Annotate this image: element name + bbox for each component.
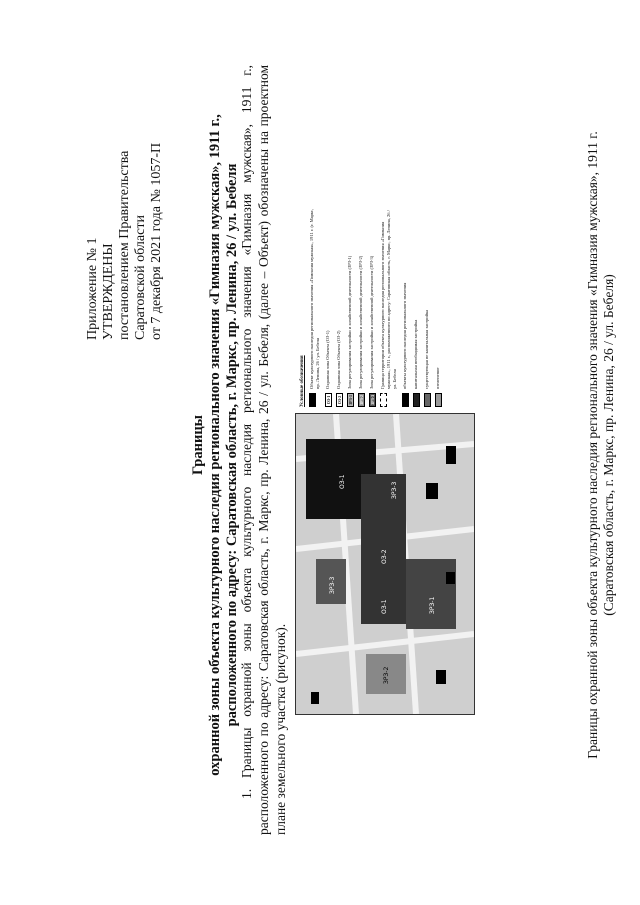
site-plan-map bbox=[295, 413, 475, 715]
legend-text: Охранная зона Объекта (ОЗ-2) bbox=[336, 330, 341, 389]
legend-item bbox=[413, 207, 420, 407]
title-line-1: Границы bbox=[190, 415, 206, 476]
legend-swatch: ЗРЗ-1 bbox=[348, 394, 353, 406]
approved-by-line1: постановлением Правительства bbox=[117, 150, 132, 340]
map-drawing bbox=[296, 414, 474, 714]
approval-date: от 7 декабря 2021 года № 1057-П bbox=[149, 142, 164, 340]
legend-text: Зона регулирования застройки и хозяйственной деятельности (ЗРЗ-3) bbox=[369, 255, 374, 389]
map-label-oz2: ОЗ-2 bbox=[381, 549, 388, 564]
legend-swatch: ОЗ-1 bbox=[325, 393, 332, 407]
legend-swatch: ЗРЗ-2 bbox=[359, 394, 364, 406]
legend-swatch: ОЗ-2 bbox=[336, 393, 343, 407]
legend-text: Зона регулирования застройки и хозяйственной деятельности (ЗРЗ-1) bbox=[347, 255, 352, 389]
title-line-3: расположенного по адресу: Саратовская область, г. Маркс, пр. Ленина, 26 / ул. Бебеля bbox=[224, 163, 240, 727]
approved-label: УТВЕРЖДЕНЫ bbox=[101, 243, 116, 340]
map-label-zrz3-b: ЗРЗ-3 bbox=[391, 481, 398, 499]
legend-item bbox=[325, 207, 332, 407]
paragraph-text: 1. Границы охранной зоны объекта культурного наследия регионального значения «Гимназия мужская», 1911 г., расположенного по адресу: Саратовская область, г. Маркс, пр. Ленина, 26 / ул. Бебеля, (далее – Объект) обозначены на проектном плане земельного участка (рисунок). bbox=[239, 65, 288, 835]
legend-item bbox=[424, 207, 431, 407]
legend-item bbox=[336, 207, 343, 407]
legend-title: Условные обозначения bbox=[300, 355, 305, 407]
map-label-oz1-a: ОЗ-1 bbox=[339, 474, 346, 489]
legend-swatch bbox=[435, 393, 442, 407]
legend-item bbox=[309, 207, 321, 407]
legend-swatch: ЗРЗ-3 bbox=[370, 394, 375, 406]
legend-swatch bbox=[424, 393, 431, 407]
map-label-zrz3-a: ЗРЗ-3 bbox=[329, 576, 336, 594]
legend-text: Зона регулирования застройки и хозяйственной деятельности (ЗРЗ-2) bbox=[358, 255, 363, 389]
legend-swatch bbox=[380, 393, 387, 407]
legend-item bbox=[435, 207, 442, 407]
legend-item bbox=[369, 207, 376, 407]
legend-item bbox=[347, 207, 354, 407]
legend-text: Охранная зона Объекта (ОЗ-1) bbox=[325, 330, 330, 389]
legend-text: существующая не капитальная застройка bbox=[424, 309, 429, 389]
legend-text: озеленение bbox=[435, 367, 440, 389]
approval-header bbox=[85, 40, 165, 340]
caption-line-1: Границы охранной зоны объекта культурного наследия регионального значения «Гимназия мужская», 1911 г. bbox=[585, 131, 600, 759]
legend-text: капитальная необходимая застройка bbox=[413, 319, 418, 389]
legend-text: Граница территории объекта культурного наследия регионального значения «Гимназия мужская», 1911 г., расположенного по адресу: Саратовская область, г. Маркс, пр. Ленина, 26 / ул. Бебеля bbox=[380, 210, 397, 389]
title-line-2: охранной зоны объекта культурного наследия регионального значения «Гимназия мужская», 1911 г., bbox=[207, 114, 223, 776]
body-paragraph bbox=[238, 65, 289, 835]
caption-line-2: (Саратовская область, г. Маркс, пр. Ленина, 26 / ул. Бебеля) bbox=[601, 274, 616, 616]
figure-caption bbox=[585, 65, 617, 825]
appendix-number: Приложение № 1 bbox=[85, 237, 100, 340]
approved-by-line2: Саратовской области bbox=[133, 215, 148, 340]
legend-item bbox=[380, 207, 398, 407]
map-label-oz1-b: ОЗ-1 bbox=[381, 599, 388, 614]
legend-swatch bbox=[309, 393, 316, 407]
legend-swatch bbox=[402, 393, 409, 407]
map-legend bbox=[300, 207, 446, 407]
map-label-zrz2: ЗРЗ-2 bbox=[383, 666, 390, 684]
document-title bbox=[190, 85, 241, 805]
map-label-zrz1: ЗРЗ-1 bbox=[429, 596, 436, 614]
legend-swatch bbox=[413, 393, 420, 407]
legend-text: объекты культурного наследия регионального значения bbox=[402, 282, 407, 389]
legend-text: Объект культурного наследия регионального значения «Гимназия мужская», 1911 г. (г. Маркс, пр. Ленина, 26 / ул. Бебеля bbox=[309, 208, 320, 389]
legend-item bbox=[402, 207, 409, 407]
legend-item bbox=[358, 207, 365, 407]
